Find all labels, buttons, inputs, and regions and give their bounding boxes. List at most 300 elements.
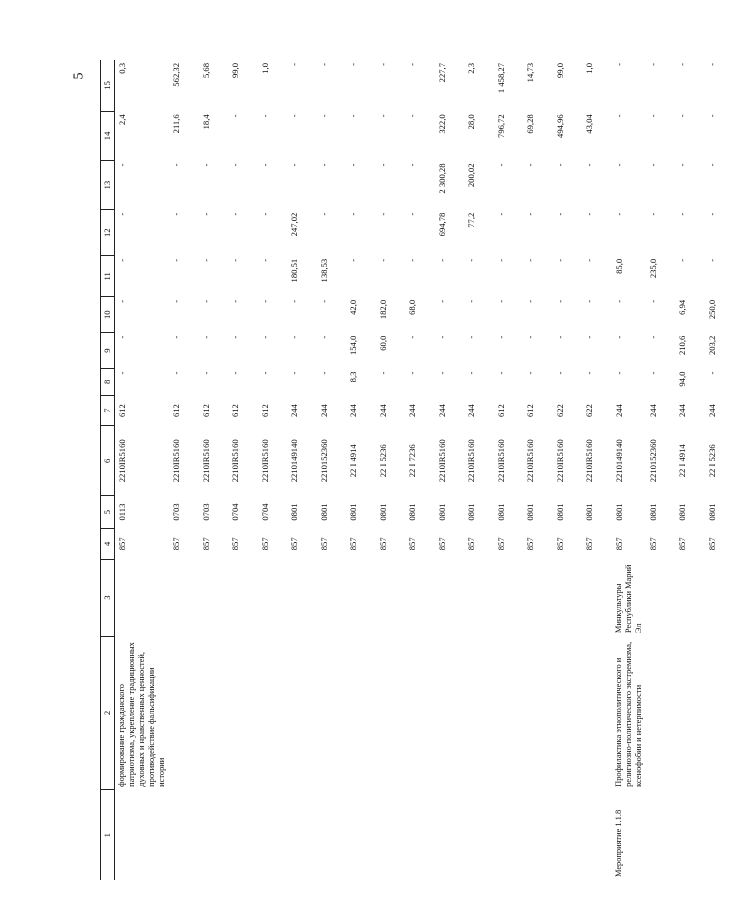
cell-col-10: 182,0 — [377, 299, 388, 320]
column-header-15: 15 — [101, 60, 115, 111]
cell-col-7: 612 — [200, 404, 211, 418]
table-row — [258, 60, 288, 880]
cell-col-2 — [317, 636, 347, 790]
cell-col-15: - — [348, 63, 358, 66]
cell-col-6: 22 I 4914 — [348, 444, 358, 478]
cell-col-3 — [553, 559, 583, 636]
cell-col-5: 0704 — [259, 503, 270, 521]
cell-col-4: 857 — [117, 537, 127, 551]
cell-col-14: - — [677, 114, 687, 118]
cell-col-1 — [317, 790, 347, 880]
cell-col-14: - — [407, 114, 417, 118]
cell-col-11: 85,0 — [613, 258, 624, 274]
cell-col-7: 244 — [677, 404, 687, 418]
cell-col-14: - — [289, 114, 299, 118]
cell-col-7: 244 — [377, 404, 388, 418]
cell-col-10: - — [525, 299, 535, 303]
cell-col-13: - — [230, 163, 240, 167]
table-row — [317, 60, 347, 880]
cell-col-13: - — [289, 163, 299, 167]
cell-col-13: - — [171, 163, 181, 167]
cell-col-1 — [346, 790, 376, 880]
cell-col-14: 43,04 — [584, 114, 594, 134]
cell-col-8: - — [706, 371, 717, 375]
cell-col-4: 857 — [677, 537, 687, 551]
cell-col-8: - — [466, 371, 476, 375]
cell-col-9: - — [289, 335, 299, 339]
cell-col-9: 203,2 — [706, 335, 717, 356]
cell-col-5: 0801 — [318, 503, 329, 521]
cell-col-1 — [675, 790, 705, 880]
cell-col-12: - — [407, 212, 417, 216]
cell-col-3 — [435, 559, 465, 636]
column-header-8: 8 — [101, 369, 115, 396]
column-header-7: 7 — [101, 395, 115, 426]
cell-col-4: 857 — [495, 537, 506, 551]
cell-col-2 — [287, 636, 317, 790]
table-row — [523, 60, 553, 880]
cell-col-2 — [435, 636, 465, 790]
cell-col-3 — [464, 559, 494, 636]
cell-col-1 — [228, 790, 258, 880]
cell-col-2 — [705, 636, 734, 790]
cell-col-1: Мероприятие 1.1.8 — [613, 809, 623, 877]
cell-col-5: 0801 — [677, 503, 687, 521]
cell-col-8: - — [230, 371, 240, 375]
cell-col-3: Минкультуры Республики Марий Эл — [613, 564, 643, 634]
header-row — [101, 60, 115, 880]
cell-col-6: 2210IR5160 — [466, 439, 476, 483]
cell-col-15: - — [377, 63, 388, 66]
cell-col-1 — [464, 790, 494, 880]
cell-col-10: 42,0 — [348, 299, 358, 315]
cell-col-11: - — [348, 258, 358, 262]
cell-col-12: - — [554, 212, 565, 216]
cell-col-12: 694,78 — [436, 212, 447, 237]
cell-col-14: 494,96 — [554, 114, 565, 138]
cell-col-11: 235,0 — [647, 258, 658, 279]
cell-col-6: 2210IR5160 — [584, 439, 594, 483]
cell-col-13: - — [348, 163, 358, 167]
cell-col-4: 857 — [348, 537, 358, 551]
cell-col-8: - — [495, 371, 506, 375]
cell-col-14: - — [706, 114, 717, 118]
cell-col-6: 22 I 7236 — [407, 444, 417, 478]
cell-col-5: 0801 — [289, 503, 299, 521]
table-row — [705, 60, 734, 880]
cell-col-6: 2210IR5160 — [495, 439, 506, 483]
cell-col-15: 1,0 — [259, 63, 270, 74]
cell-col-11: - — [525, 258, 535, 262]
cell-col-4: 857 — [377, 537, 388, 551]
cell-col-15: 14,73 — [525, 63, 535, 83]
cell-col-4: 857 — [647, 537, 658, 551]
cell-col-1 — [405, 790, 435, 880]
cell-col-7: 612 — [259, 404, 270, 418]
cell-col-12: - — [525, 212, 535, 216]
cell-col-6: 2210IR5160 — [525, 439, 535, 483]
cell-col-8: - — [289, 371, 299, 375]
cell-col-10: 6,94 — [677, 299, 687, 315]
cell-col-10: - — [584, 299, 594, 303]
cell-col-6: 2210IR5160 — [230, 439, 240, 483]
cell-col-5: 0801 — [647, 503, 658, 521]
cell-col-8: - — [647, 371, 658, 375]
table-row — [553, 60, 583, 880]
cell-col-7: 612 — [525, 404, 535, 418]
cell-col-12: - — [584, 212, 594, 216]
cell-col-5: 0801 — [466, 503, 476, 521]
table-row — [287, 60, 317, 880]
cell-col-11: - — [466, 258, 476, 262]
table-row — [612, 60, 646, 880]
cell-col-12: 77,2 — [466, 212, 476, 228]
cell-col-1 — [553, 790, 583, 880]
cell-col-15: - — [677, 63, 687, 66]
table-row — [435, 60, 465, 880]
cell-col-7: 244 — [348, 404, 358, 418]
cell-col-14: 69,28 — [525, 114, 535, 134]
cell-col-15: 5,68 — [200, 63, 211, 79]
cell-col-1 — [115, 790, 170, 880]
cell-col-7: 612 — [495, 404, 506, 418]
cell-col-14: 322,0 — [436, 114, 447, 134]
cell-col-13: - — [647, 163, 658, 167]
cell-col-3 — [675, 559, 705, 636]
cell-col-1 — [582, 790, 612, 880]
cell-col-4: 857 — [706, 537, 717, 551]
cell-col-4: 857 — [200, 537, 211, 551]
cell-col-10: - — [613, 299, 624, 303]
cell-col-10: 250,0 — [706, 299, 717, 320]
cell-col-12: - — [706, 212, 717, 216]
table-row — [405, 60, 435, 880]
cell-col-12: - — [117, 212, 127, 216]
cell-col-1 — [494, 790, 524, 880]
cell-col-3 — [317, 559, 347, 636]
cell-col-2 — [464, 636, 494, 790]
cell-col-2 — [346, 636, 376, 790]
cell-col-3 — [376, 559, 406, 636]
cell-col-13: - — [377, 163, 388, 167]
cell-col-12: - — [677, 212, 687, 216]
table-row — [199, 60, 229, 880]
cell-col-15: - — [613, 63, 624, 66]
cell-col-9: - — [171, 335, 181, 339]
cell-col-1 — [199, 790, 229, 880]
cell-col-1 — [258, 790, 288, 880]
cell-col-3 — [169, 559, 199, 636]
cell-col-7: 612 — [230, 404, 240, 418]
cell-col-12: - — [348, 212, 358, 216]
cell-col-11: - — [259, 258, 270, 262]
cell-col-12: - — [647, 212, 658, 216]
cell-col-10: - — [466, 299, 476, 303]
cell-col-13: - — [495, 163, 506, 167]
cell-col-13: 200,02 — [466, 163, 476, 188]
cell-col-15: - — [706, 63, 717, 66]
cell-col-4: 857 — [230, 537, 240, 551]
cell-col-15: - — [407, 63, 417, 66]
cell-col-10: - — [554, 299, 565, 303]
cell-col-8: - — [259, 371, 270, 375]
cell-col-9: - — [525, 335, 535, 339]
cell-col-8: 94,0 — [677, 371, 687, 387]
cell-col-10: - — [230, 299, 240, 303]
cell-col-10: - — [436, 299, 447, 303]
cell-col-13: - — [259, 163, 270, 167]
cell-col-1 — [376, 790, 406, 880]
cell-col-14: 2,4 — [117, 114, 127, 126]
cell-col-1 — [523, 790, 553, 880]
cell-col-9: 154,0 — [348, 335, 358, 356]
cell-col-3 — [405, 559, 435, 636]
cell-col-2: формирование гражданского патриотизма, укрепление традиционных духовных и нравственных ценностей, противодействие фальсификации истории — [117, 642, 166, 787]
cell-col-10: - — [318, 299, 329, 303]
cell-col-4: 857 — [289, 537, 299, 551]
column-header-5: 5 — [101, 496, 115, 529]
cell-col-14: - — [348, 114, 358, 118]
cell-col-13: - — [554, 163, 565, 167]
cell-col-6: 2210IR5160 — [436, 439, 447, 483]
cell-col-7: 244 — [436, 404, 447, 418]
cell-col-9: - — [230, 335, 240, 339]
cell-col-1 — [705, 790, 734, 880]
cell-col-12: - — [495, 212, 506, 216]
cell-col-11: - — [554, 258, 565, 262]
cell-col-5: 0113 — [117, 503, 127, 521]
cell-col-8: - — [613, 371, 624, 375]
cell-col-13: - — [706, 163, 717, 167]
cell-col-12: - — [200, 212, 211, 216]
column-header-14: 14 — [101, 111, 115, 160]
cell-col-3 — [115, 559, 170, 636]
cell-col-7: 612 — [117, 404, 127, 418]
cell-col-11: - — [584, 258, 594, 262]
cell-col-6: 2210IR5160 — [117, 439, 127, 483]
cell-col-3 — [199, 559, 229, 636]
cell-col-12: - — [230, 212, 240, 216]
cell-col-14: 18,4 — [200, 114, 211, 130]
cell-col-7: 622 — [554, 404, 565, 418]
cell-col-9: - — [117, 335, 127, 339]
cell-col-12: - — [171, 212, 181, 216]
table-row — [646, 60, 676, 880]
cell-col-1 — [169, 790, 199, 880]
cell-col-13: - — [117, 163, 127, 167]
cell-col-8: - — [407, 371, 417, 375]
cell-col-10: - — [289, 299, 299, 303]
cell-col-3 — [346, 559, 376, 636]
cell-col-3 — [705, 559, 734, 636]
table-body — [115, 60, 734, 880]
cell-col-13: - — [318, 163, 329, 167]
cell-col-6: 2210152360 — [318, 439, 329, 483]
cell-col-2: Профилактика этнополитического и религиозно-политического экстремизма, ксенофобии и нетерпимости — [613, 641, 643, 787]
table-row — [115, 60, 170, 880]
cell-col-4: 857 — [407, 537, 417, 551]
table-row — [464, 60, 494, 880]
cell-col-7: 244 — [613, 404, 624, 418]
cell-col-5: 0801 — [584, 503, 594, 521]
cell-col-6: 2210152360 — [647, 439, 658, 483]
cell-col-12: - — [377, 212, 388, 216]
cell-col-1 — [435, 790, 465, 880]
cell-col-13: - — [677, 163, 687, 167]
cell-col-5: 0801 — [495, 503, 506, 521]
cell-col-2 — [675, 636, 705, 790]
cell-col-15: 1,0 — [584, 63, 594, 74]
cell-col-12: - — [259, 212, 270, 216]
cell-col-4: 857 — [171, 537, 181, 551]
cell-col-9: - — [259, 335, 270, 339]
cell-col-2 — [553, 636, 583, 790]
cell-col-13: - — [613, 163, 624, 167]
cell-col-11: - — [200, 258, 211, 262]
cell-col-11: - — [706, 258, 717, 262]
table-row — [376, 60, 406, 880]
cell-col-8: - — [117, 371, 127, 375]
cell-col-4: 857 — [436, 537, 447, 551]
cell-col-14: - — [377, 114, 388, 118]
column-header-9: 9 — [101, 333, 115, 369]
cell-col-7: 244 — [407, 404, 417, 418]
cell-col-8: - — [436, 371, 447, 375]
column-header-11: 11 — [101, 256, 115, 297]
cell-col-15: 2,3 — [466, 63, 476, 74]
cell-col-5: 0801 — [613, 503, 624, 521]
column-header-12: 12 — [101, 210, 115, 256]
cell-col-7: 244 — [466, 404, 476, 418]
cell-col-4: 857 — [525, 537, 535, 551]
cell-col-15: 99,0 — [554, 63, 565, 79]
cell-col-3 — [523, 559, 553, 636]
budget-table — [100, 60, 734, 880]
cell-col-3 — [287, 559, 317, 636]
cell-col-2 — [199, 636, 229, 790]
cell-col-4: 857 — [554, 537, 565, 551]
cell-col-9: - — [495, 335, 506, 339]
cell-col-15: 99,0 — [230, 63, 240, 79]
cell-col-2 — [405, 636, 435, 790]
cell-col-14: - — [613, 114, 624, 118]
cell-col-2 — [258, 636, 288, 790]
cell-col-7: 244 — [647, 404, 658, 418]
cell-col-2 — [523, 636, 553, 790]
column-header-3: 3 — [101, 559, 115, 636]
column-header-4: 4 — [101, 528, 115, 559]
cell-col-6: 2210149140 — [613, 439, 624, 483]
cell-col-1 — [646, 790, 676, 880]
cell-col-6: 22 I 5236 — [706, 444, 717, 478]
cell-col-2 — [376, 636, 406, 790]
cell-col-9: - — [466, 335, 476, 339]
cell-col-13: - — [584, 163, 594, 167]
cell-col-9: - — [318, 335, 329, 339]
cell-col-3 — [228, 559, 258, 636]
cell-col-9: - — [584, 335, 594, 339]
cell-col-5: 0704 — [230, 503, 240, 521]
cell-col-8: - — [377, 371, 388, 375]
cell-col-11: 138,53 — [318, 258, 329, 283]
cell-col-10: - — [200, 299, 211, 303]
cell-col-11: - — [117, 258, 127, 262]
cell-col-13: - — [525, 163, 535, 167]
cell-col-2 — [169, 636, 199, 790]
cell-col-14: 796,72 — [495, 114, 506, 138]
cell-col-7: 612 — [171, 404, 181, 418]
cell-col-11: - — [377, 258, 388, 262]
cell-col-5: 0801 — [554, 503, 565, 521]
cell-col-9: - — [200, 335, 211, 339]
cell-col-6: 2210IR5160 — [259, 439, 270, 483]
cell-col-4: 857 — [613, 537, 624, 551]
cell-col-7: 244 — [289, 404, 299, 418]
cell-col-11: - — [171, 258, 181, 262]
cell-col-3 — [582, 559, 612, 636]
cell-col-13: 2 300,28 — [436, 163, 447, 194]
cell-col-6: 2210IR5160 — [171, 439, 181, 483]
cell-col-6: 22 I 4914 — [677, 444, 687, 478]
cell-col-12: 247,02 — [289, 212, 299, 237]
cell-col-5: 0801 — [525, 503, 535, 521]
cell-col-3 — [646, 559, 676, 636]
cell-col-10: - — [259, 299, 270, 303]
column-header-6: 6 — [101, 426, 115, 496]
page-number: 5 — [71, 72, 87, 80]
cell-col-4: 857 — [259, 537, 270, 551]
cell-col-13: - — [407, 163, 417, 167]
cell-col-5: 0703 — [200, 503, 211, 521]
cell-col-5: 0703 — [171, 503, 181, 521]
table-row — [228, 60, 258, 880]
cell-col-3 — [258, 559, 288, 636]
cell-col-6: 2210IR5160 — [554, 439, 565, 483]
table-row — [346, 60, 376, 880]
cell-col-9: - — [613, 335, 624, 339]
table-header — [101, 60, 115, 880]
cell-col-4: 857 — [318, 537, 329, 551]
cell-col-2 — [646, 636, 676, 790]
table-row — [675, 60, 705, 880]
cell-col-14: - — [318, 114, 329, 118]
cell-col-10: - — [495, 299, 506, 303]
cell-col-14: - — [230, 114, 240, 118]
cell-col-15: - — [318, 63, 329, 66]
cell-col-8: - — [318, 371, 329, 375]
cell-col-7: 622 — [584, 404, 594, 418]
cell-col-11: - — [495, 258, 506, 262]
cell-col-11: - — [677, 258, 687, 262]
table-row — [169, 60, 199, 880]
column-header-13: 13 — [101, 161, 115, 210]
cell-col-11: 180,51 — [289, 258, 299, 283]
cell-col-1 — [287, 790, 317, 880]
cell-col-8: - — [200, 371, 211, 375]
cell-col-15: 0,3 — [117, 63, 127, 74]
cell-col-11: - — [230, 258, 240, 262]
cell-col-9: - — [436, 335, 447, 339]
cell-col-15: 1 458,27 — [495, 63, 506, 94]
cell-col-9: - — [647, 335, 658, 339]
cell-col-8: - — [554, 371, 565, 375]
cell-col-7: 244 — [706, 404, 717, 418]
cell-col-15: - — [289, 63, 299, 66]
cell-col-5: 0801 — [436, 503, 447, 521]
table-row — [582, 60, 612, 880]
cell-col-11: - — [436, 258, 447, 262]
rotated-table-container — [100, 60, 717, 880]
